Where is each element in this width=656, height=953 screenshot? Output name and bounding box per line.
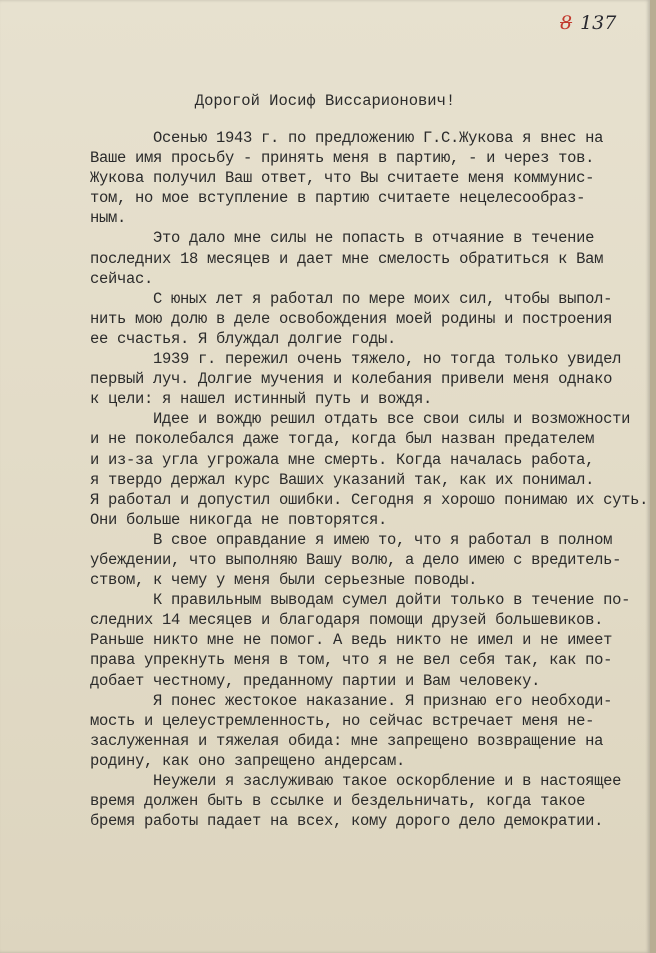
text-line: 1939 г. пережил очень тяжело, но тогда только увидел: [90, 350, 622, 369]
text-line: Осенью 1943 г. по предложению Г.С.Жукова я внес на: [90, 129, 604, 147]
text-line: родину, как оно запрещено андерсам.: [90, 751, 406, 770]
text-line: мость и целеустремленность, но сейчас встречает меня не-: [90, 711, 595, 730]
letter-salutation: Дорогой Иосиф Виссарионович!: [194, 92, 456, 110]
text-line: бремя работы падает на всех, кому дорого дело демократии.: [90, 812, 604, 831]
text-line: и не поколебался даже тогда, когда был назван предателем: [90, 430, 595, 449]
text-line: В свое оправдание я имею то, что я работал в полном: [90, 530, 613, 549]
text-line: Жукова получил Ваш ответ, что Вы считаете меня коммунис-: [90, 169, 595, 188]
current-page-number: 137: [580, 12, 617, 34]
text-line: Я понес жестокое наказание. Я признаю его необходи-: [90, 691, 613, 710]
text-line: добает честному, преданному партии и Вам человеку.: [90, 671, 541, 690]
letter-body: [90, 128, 649, 831]
text-line: ее счастья. Я блуждал долгие годы.: [90, 329, 397, 348]
text-line: Это дало мне силы не попасть в отчаяние в течение: [90, 229, 595, 248]
text-line: Раньше никто мне не помог. А ведь никто не имел и не имеет: [90, 631, 613, 650]
text-line: первый луч. Долгие мучения и колебания привели меня однако: [90, 370, 613, 389]
text-line: Они больше никогда не повторятся.: [90, 510, 388, 529]
text-line: ным.: [90, 209, 127, 228]
page-number-annotation: [560, 12, 616, 34]
text-line: С юных лет я работал по мере моих сил, чтобы выпол-: [90, 289, 613, 308]
text-line: убеждении, что выполняю Вашу волю, а дело имею с вредитель-: [90, 550, 622, 569]
text-line: и из-за угла угрожала мне смерть. Когда началась работа,: [90, 450, 595, 469]
text-line: нить мою долю в деле освобождения моей родины и построения: [90, 309, 613, 328]
text-line: права упрекнуть меня в том, что я не вел себя так, как по-: [90, 651, 613, 670]
crossed-page-number: 8: [560, 12, 573, 34]
text-line: Я работал и допустил ошибки. Сегодня я хорошо понимаю их суть.: [90, 490, 649, 509]
text-line: заслуженная и тяжелая обида: мне запрещено возвращение на: [90, 731, 604, 750]
text-line: том, но мое вступление в партию считаете нецелесообраз-: [90, 189, 586, 208]
page-edge: [650, 0, 656, 953]
text-line: следних 14 месяцев и благодаря помощи друзей большевиков.: [90, 611, 604, 630]
text-line: я твердо держал курс Ваших указаний так, как их понимал.: [90, 470, 595, 489]
text-line: Ваше имя просьбу - принять меня в партию, - и через тов.: [90, 149, 595, 168]
text-line: к цели: я нашел истинный путь и вождя.: [90, 390, 433, 409]
text-line: сейчас.: [90, 269, 154, 288]
text-line: последних 18 месяцев и дает мне смелость обратиться к Вам: [90, 249, 604, 268]
text-line: время должен быть в ссылке и бездельничать, когда такое: [90, 792, 586, 811]
text-line: ством, к чему у меня были серьезные поводы.: [90, 571, 478, 590]
text-line: К правильным выводам сумел дойти только в течение по-: [90, 591, 631, 610]
text-line: Неужели я заслуживаю такое оскорбление и в настоящее: [90, 772, 622, 790]
text-line: Идее и вождю решил отдать все свои силы и возможности: [90, 410, 631, 429]
